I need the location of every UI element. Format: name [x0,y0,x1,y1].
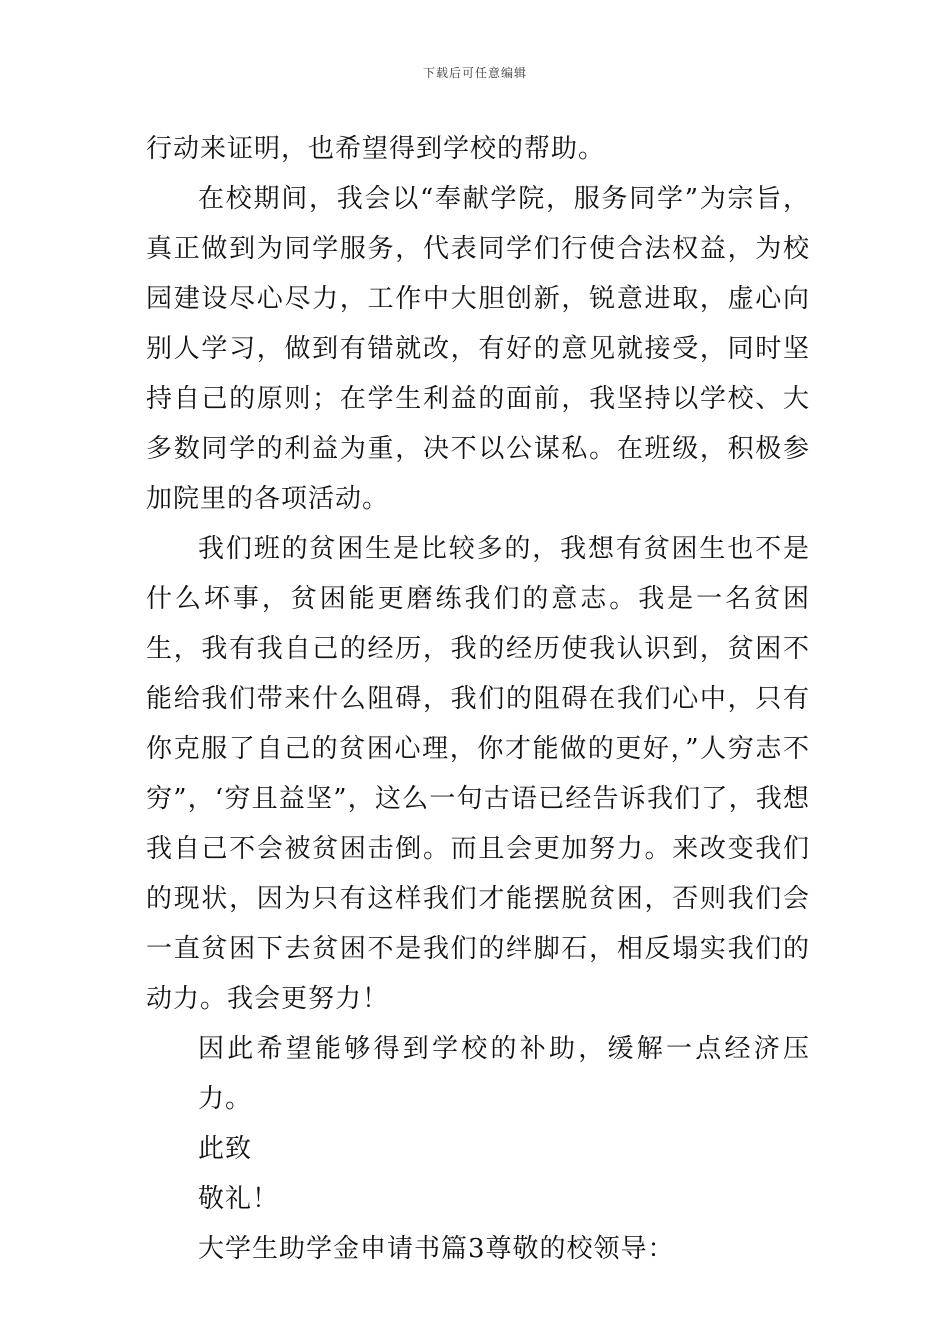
document-body [146,124,810,1274]
header-note: 下载后可任意编辑 [422,66,527,80]
closing-regards: 敬礼！ [198,1184,280,1214]
next-section-title: 大学生助学金申请书篇3尊敬的校领导： [198,1234,675,1264]
paragraph-poverty: 我们班的贫困生是比较多的，我想有贫困生也不是什么坏事，贫困能更磨练我们的意志。我是一名贫困生，我有我自己的经历，我的经历使我认识到，贫困不能给我们带来什么阻碍，我们的阻碍在我们心中，只有你克服了自己的贫困心理，你才能做的更好，”人穷志不穷”，‘穷且益坚”，这么一句古语已经告诉我们了，我想我自己不会被贫困击倒。而且会更加努力。来改变我们的现状，因为只有这样我们才能摆脱贫困，否则我们会一直贫困下去贫困不是我们的绊脚石，相反塌实我们的动力。我会更努力！ [146,534,810,1014]
paragraph-request: 因此希望能够得到学校的补助，缓解一点经济压力。 [198,1034,810,1114]
closing-salutation: 此致 [198,1134,253,1164]
paragraph-continuation: 行动来证明，也希望得到学校的帮助。 [146,134,606,164]
paragraph-school-service: 在校期间，我会以“奉献学院，服务同学”为宗旨，真正做到为同学服务，代表同学们行使合法权益，为校园建设尽心尽力，工作中大胆创新，锐意进取，虚心向别人学习，做到有错就改，有好的意见就接受，同时坚持自己的原则；在学生利益的面前，我坚持以学校、大多数同学的利益为重，决不以公谋私。在班级，积极参加院里的各项活动。 [146,184,810,514]
